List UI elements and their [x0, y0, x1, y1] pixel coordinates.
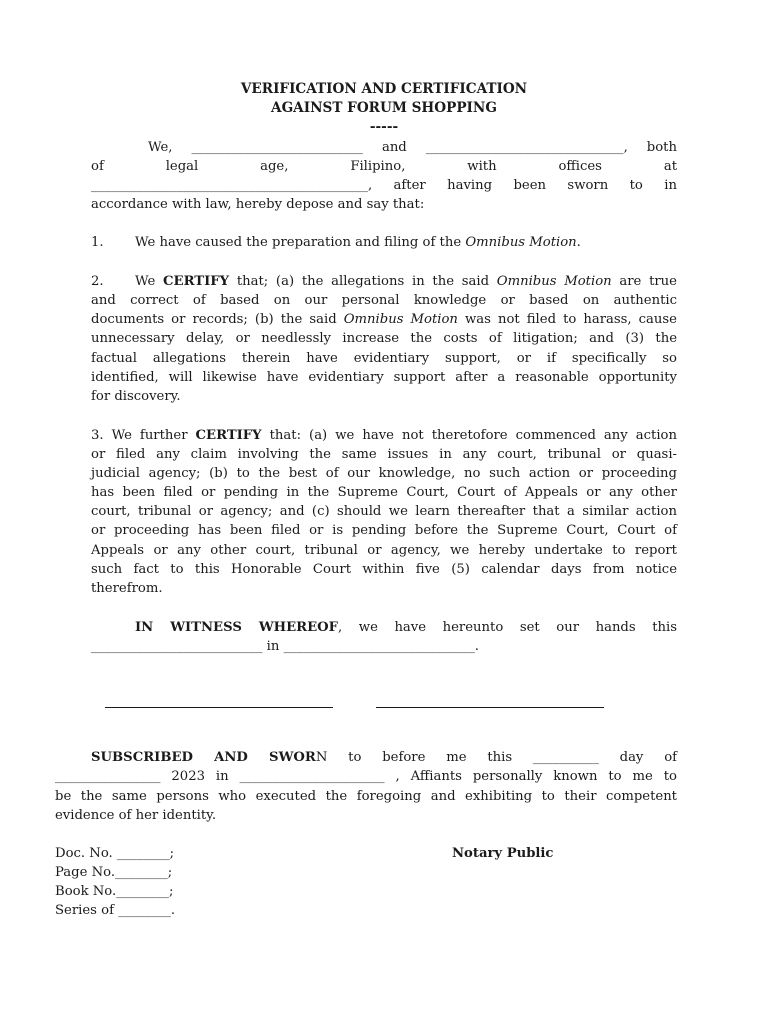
para2-text: was not filed to harass, cause — [464, 312, 677, 327]
jurat-heading — [91, 750, 327, 765]
para1-body: We have caused the preparation and filing of the — [135, 235, 462, 250]
para2-number: 2. — [91, 274, 104, 289]
para2-line2: and correct of based on our personal knowledge or based on authentic — [91, 293, 677, 308]
para2-motion-name: Omnibus Motion — [496, 274, 612, 289]
doc-title-separator: ----- — [369, 119, 399, 135]
page-no: Page No.________; — [55, 865, 173, 880]
para3-line3: judicial agency; (b) to the best of our knowledge, no such action or proceeding — [91, 466, 677, 481]
para1-end: . — [576, 235, 581, 250]
para3-text: that: (a) we have not theretofore commenced any action — [269, 428, 677, 443]
witness-place-blank: _____________________________ — [283, 639, 475, 654]
para3-line6: or proceeding has been filed or is pending before the Supreme Court, Court of — [91, 523, 677, 538]
para2-certify: CERTIFY — [163, 274, 230, 289]
intro-line1 — [148, 138, 677, 157]
witness-line1 — [135, 618, 677, 637]
para3-line2: or filed any claim involving the same issues in any court, tribunal or quasi- — [91, 447, 677, 462]
intro-both: , both — [623, 140, 677, 155]
para2-line6: identified, will likewise have evidentiary support after a reasonable opportunity — [91, 370, 677, 385]
para2-line3 — [91, 310, 677, 329]
affiant2-blank: ______________________________ — [425, 140, 624, 155]
para2-line4: unnecessary delay, or needlessly increase the costs of litigation; and (3) the — [91, 331, 677, 346]
para1-number: 1. — [91, 235, 104, 250]
jurat-line3: be the same persons who executed the foregoing and exhibiting to their competent — [55, 789, 677, 804]
intro-sworn-text: , after having been sworn to in — [367, 178, 677, 193]
jurat-heading-a: SUBSCRIBED AND SWOR — [91, 750, 316, 765]
para2-line1 — [135, 272, 677, 291]
jurat-month-blank: ________________ — [55, 769, 161, 784]
para3-line5: court, tribunal or agency; and (c) should we learn thereafter that a similar action — [91, 504, 677, 519]
para3-line1 — [91, 426, 677, 445]
para1-text — [135, 233, 581, 252]
para2-text: are true — [619, 274, 677, 289]
para3-line7: Appeals or any other court, tribunal or agency, we hereby undertake to report — [91, 543, 677, 558]
intro-word: of — [91, 159, 104, 174]
intro-word: legal — [165, 159, 199, 174]
jurat-word: this — [487, 750, 513, 765]
para2-line5: factual allegations therein have evidentiary support, or if specifically so — [91, 351, 677, 366]
para3-line4: has been filed or pending in the Supreme Court, Court of Appeals or any other — [91, 485, 677, 500]
para2-we: We — [135, 274, 156, 289]
witness-line2 — [91, 637, 479, 656]
jurat-line4: evidence of her identity. — [55, 808, 217, 823]
doc-title-line2: AGAINST FORUM SHOPPING — [271, 100, 497, 116]
jurat-place-blank: ______________________ — [239, 769, 385, 784]
para2-motion-name: Omnibus Motion — [343, 312, 458, 327]
intro-line2 — [91, 157, 677, 176]
jurat-word: to — [348, 750, 362, 765]
para3-we-further: We further — [111, 428, 188, 443]
doc-title-line1: VERIFICATION AND CERTIFICATION — [240, 81, 528, 97]
para3-line8: such fact to this Honorable Court within five (5) calendar days from notice — [91, 562, 677, 577]
signature-line-affiant1 — [105, 707, 333, 708]
intro-word: age, — [260, 159, 289, 174]
series-of: Series of ________. — [55, 903, 176, 918]
jurat-word: day — [619, 750, 644, 765]
para2-text: documents or records; (b) the said — [91, 312, 337, 327]
intro-word: offices — [558, 159, 602, 174]
jurat-heading-b: N — [315, 750, 328, 765]
jurat-line1 — [91, 748, 677, 767]
intro-word: Filipino, — [350, 159, 406, 174]
intro-and: and — [381, 140, 407, 155]
witness-in: in — [266, 639, 280, 654]
affiant1-blank: __________________________ — [191, 140, 363, 155]
para3-number: 3. — [91, 428, 104, 443]
jurat-year: 2023 in — [171, 769, 229, 784]
jurat-word: me — [446, 750, 467, 765]
witness-end: . — [474, 639, 479, 654]
intro-line3 — [91, 176, 677, 195]
para2-text: that; (a) the allegations in the said — [236, 274, 490, 289]
jurat-text: , Affiants personally known to me to — [395, 769, 677, 784]
witness-heading: IN WITNESS WHEREOF — [135, 620, 339, 635]
jurat-word: before — [382, 750, 426, 765]
jurat-day-blank: __________ — [532, 750, 599, 765]
intro-word: at — [663, 159, 677, 174]
doc-no: Doc. No. ________; — [55, 846, 175, 861]
signature-line-affiant2 — [376, 707, 604, 708]
para2-line7: for discovery. — [91, 389, 181, 404]
office-address-blank: __________________________________________ — [91, 178, 368, 193]
para3-certify: CERTIFY — [195, 428, 262, 443]
intro-word: with — [467, 159, 497, 174]
para1-motion-name: Omnibus Motion — [465, 235, 577, 250]
book-no: Book No.________; — [55, 884, 174, 899]
intro-line4: accordance with law, hereby depose and say that: — [91, 197, 425, 212]
witness-date-blank: __________________________ — [91, 639, 263, 654]
notary-public-label: Notary Public — [452, 846, 554, 861]
jurat-line2 — [55, 767, 677, 786]
para3-line9: therefrom. — [91, 581, 163, 596]
intro-we: We, — [148, 140, 173, 155]
jurat-word: of — [664, 750, 678, 765]
witness-text: , we have hereunto set our hands this — [338, 620, 677, 635]
